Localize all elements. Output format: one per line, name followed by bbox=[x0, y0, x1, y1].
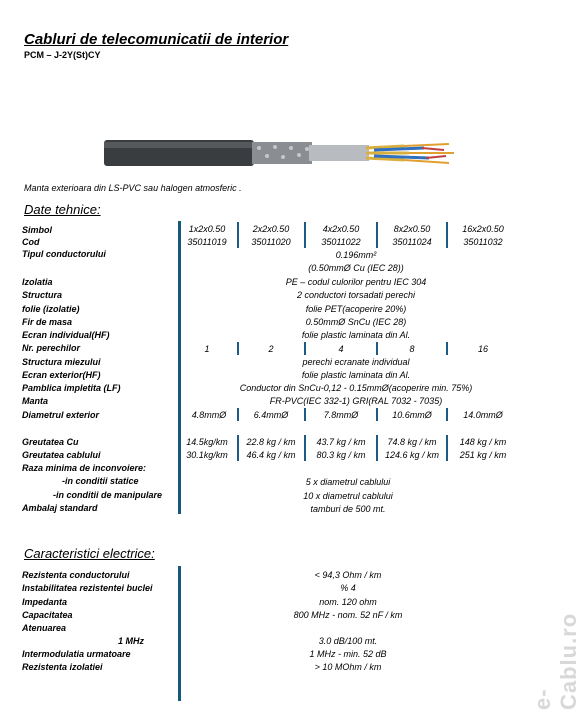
value-izolatiei: > 10 MOhm / km bbox=[314, 662, 382, 672]
value-struct-miez: perechi ecranate individual bbox=[302, 357, 410, 367]
label-folie: folie (izolatie) bbox=[22, 304, 80, 314]
diametru-value: 14.0mmØ bbox=[463, 410, 503, 420]
greutate-cablu-value: 251 kg / km bbox=[459, 450, 507, 460]
label-tip: Tipul conductorului bbox=[22, 249, 106, 259]
greutate-cu-value: 14.5kg/km bbox=[186, 437, 228, 447]
column-separator bbox=[446, 435, 448, 461]
value-manipulare: 10 x diametrul cablului bbox=[303, 491, 393, 501]
page-subtitle: PCM – J-2Y(St)CY bbox=[24, 50, 101, 60]
label-izolatiei: Rezistenta izolatiei bbox=[22, 662, 103, 672]
label-struct-miez: Structura miezului bbox=[22, 357, 101, 367]
page-title: Cabluri de telecomunicatii de interior bbox=[24, 31, 289, 48]
greutate-cu-value: 43.7 kg / km bbox=[316, 437, 366, 447]
column-separator bbox=[237, 342, 239, 355]
label-manta: Manta bbox=[22, 396, 49, 406]
perechi-value: 4 bbox=[338, 344, 344, 354]
label-cod: Cod bbox=[22, 237, 40, 247]
label-ecran-ext: Ecran exterior(HF) bbox=[22, 370, 101, 380]
column-separator bbox=[446, 408, 448, 421]
value-rezistenta: < 94,3 Ohm / km bbox=[314, 570, 382, 580]
column-separator bbox=[237, 435, 239, 461]
value-instabilitate: % 4 bbox=[340, 583, 356, 593]
value-mhz: 3.0 dB/100 mt. bbox=[318, 636, 378, 646]
value-intermodulatia: 1 MHz - min. 52 dB bbox=[309, 649, 387, 659]
value-folie: folie PET(acoperire 20%) bbox=[305, 304, 407, 314]
column-separator bbox=[376, 408, 378, 421]
diametru-value: 4.8mmØ bbox=[191, 410, 227, 420]
value-fir: 0.50mmØ SnCu (IEC 28) bbox=[305, 317, 407, 327]
column-separator bbox=[376, 222, 378, 248]
value-pamblica: Conductor din SnCu-0,12 - 0.15mmØ(acoperire min. 75%) bbox=[239, 383, 473, 393]
simbol-value: 16x2x0.50 bbox=[462, 224, 504, 234]
simbol-value: 8x2x0.50 bbox=[393, 224, 431, 234]
cable-description: Manta exterioara din LS-PVC sau halogen atmosferic . bbox=[24, 183, 242, 193]
column-separator bbox=[304, 435, 306, 461]
label-pamblica: Pamblica impletita (LF) bbox=[22, 383, 121, 393]
value-ambalaj: tamburi de 500 mt. bbox=[310, 504, 386, 514]
label-simbol: Simbol bbox=[22, 225, 53, 235]
column-separator bbox=[376, 435, 378, 461]
diametru-value: 7.8mmØ bbox=[323, 410, 359, 420]
simbol-value: 4x2x0.50 bbox=[322, 224, 360, 234]
greutate-cu-value: 22.8 kg / km bbox=[246, 437, 296, 447]
cod-value: 35011032 bbox=[463, 237, 503, 247]
greutate-cu-value: 148 kg / km bbox=[459, 437, 507, 447]
column-separator bbox=[304, 222, 306, 248]
cod-value: 35011024 bbox=[392, 237, 432, 247]
simbol-value: 2x2x0.50 bbox=[252, 224, 290, 234]
label-greutate-cablu: Greutatea cablului bbox=[22, 450, 101, 460]
label-atenuarea: Atenuarea bbox=[22, 623, 67, 633]
column-separator bbox=[237, 222, 239, 248]
value-structura: 2 conductori torsadati perechi bbox=[296, 290, 416, 300]
perechi-value: 8 bbox=[409, 344, 415, 354]
column-separator bbox=[446, 222, 448, 248]
cod-value: 35011020 bbox=[251, 237, 291, 247]
vertical-divider bbox=[178, 221, 181, 514]
value-tip1: 0.196mm² bbox=[335, 250, 377, 260]
label-perechi: Nr. perechilor bbox=[22, 343, 81, 353]
greutate-cablu-value: 80.3 kg / km bbox=[316, 450, 366, 460]
cod-value: 35011019 bbox=[187, 237, 227, 247]
label-impedanta: Impedanta bbox=[22, 597, 68, 607]
column-separator bbox=[304, 342, 306, 355]
watermark: e-Cablu.ro bbox=[530, 612, 581, 710]
column-separator bbox=[304, 408, 306, 421]
perechi-value: 16 bbox=[477, 344, 489, 354]
label-raza: Raza minima de inconvoiere: bbox=[22, 463, 147, 473]
label-rezistenta: Rezistenta conductorului bbox=[22, 570, 130, 580]
label-capacitatea: Capacitatea bbox=[22, 610, 73, 620]
cable-image bbox=[104, 136, 464, 172]
label-mhz: 1 MHz bbox=[118, 636, 145, 646]
diametru-value: 6.4mmØ bbox=[253, 410, 289, 420]
simbol-value: 1x2x0.50 bbox=[188, 224, 226, 234]
greutate-cu-value: 74.8 kg / km bbox=[387, 437, 437, 447]
column-separator bbox=[446, 342, 448, 355]
label-izolatia: Izolatia bbox=[22, 277, 53, 287]
label-manipulare: -in conditii de manipulare bbox=[53, 490, 163, 500]
section-technical: Date tehnice: bbox=[24, 202, 101, 217]
cod-value: 35011022 bbox=[321, 237, 361, 247]
label-greutate-cu: Greutatea Cu bbox=[22, 437, 79, 447]
label-instabilitate: Instabilitatea rezistentei buclei bbox=[22, 583, 153, 593]
label-statice: -in conditii statice bbox=[62, 476, 139, 486]
value-ecran-ind: folie plastic laminata din Al. bbox=[301, 330, 411, 340]
greutate-cablu-value: 30.1kg/km bbox=[186, 450, 228, 460]
label-fir: Fir de masa bbox=[22, 317, 73, 327]
column-separator bbox=[376, 342, 378, 355]
label-intermodulatia: Intermodulatia urmatoare bbox=[22, 649, 131, 659]
label-ambalaj: Ambalaj standard bbox=[22, 503, 98, 513]
value-impedanta: nom. 120 ohm bbox=[319, 597, 377, 607]
value-ecran-ext: folie plastic laminata din Al. bbox=[301, 370, 411, 380]
column-separator bbox=[237, 408, 239, 421]
greutate-cablu-value: 46.4 kg / km bbox=[246, 450, 296, 460]
perechi-value: 1 bbox=[204, 344, 210, 354]
value-manta: FR-PVC(IEC 332-1) GRI(RAL 7032 - 7035) bbox=[269, 396, 443, 406]
label-diametru: Diametrul exterior bbox=[22, 410, 100, 420]
perechi-value: 2 bbox=[268, 344, 274, 354]
greutate-cablu-value: 124.6 kg / km bbox=[384, 450, 440, 460]
value-izolatia: PE – codul culorilor pentru IEC 304 bbox=[285, 277, 427, 287]
label-ecran-ind: Ecran individual(HF) bbox=[22, 330, 110, 340]
value-tip2: (0.50mmØ Cu (IEC 28)) bbox=[308, 263, 404, 273]
vertical-divider bbox=[178, 566, 181, 701]
diametru-value: 10.6mmØ bbox=[392, 410, 432, 420]
value-capacitatea: 800 MHz - nom. 52 nF / km bbox=[293, 610, 403, 620]
label-structura: Structura bbox=[22, 290, 63, 300]
value-statice: 5 x diametrul cablului bbox=[305, 477, 391, 487]
section-electrical: Caracteristici electrice: bbox=[24, 546, 155, 561]
